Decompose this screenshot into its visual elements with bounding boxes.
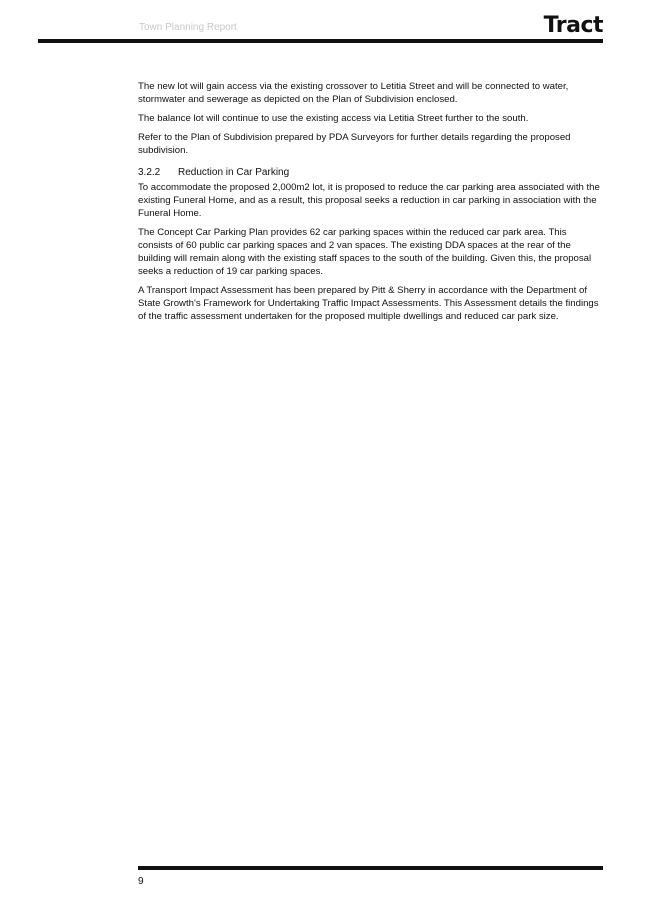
paragraph-plan-reference: Refer to the Plan of Subdivision prepared by PDA Surveyors for further details regarding the proposed subdivision. [138, 132, 571, 156]
paragraph-transport-assessment: A Transport Impact Assessment has been prepared by Pitt & Sherry in accordance with the Department of State Growth's Framework for Undertaking Traffic Impact Assessments. This Assessment details the findings of the traffic assessment undertaken for the proposed multiple dwellings and reduced car park size. [138, 285, 599, 322]
paragraph-lot-accommodation: To accommodate the proposed 2,000m2 lot, it is proposed to reduce the car parking area associated with the existing Funeral Home, and as a result, this proposal seeks a reduction in car parking in association with the Funeral Home. [138, 182, 600, 219]
paragraph-concept-parking-plan: The Concept Car Parking Plan provides 62 car parking spaces within the reduced car park area. This consists of 60 public car parking spaces and 2 van spaces. The existing DDA spaces at the rear of the building will remain along with the existing staff spaces to the south of the building. Given this, the proposal seeks a reduction of 19 car parking spaces. [138, 227, 592, 277]
header-divider [38, 39, 603, 43]
brand-logo: Tract [543, 13, 603, 38]
section-heading [138, 166, 603, 179]
section-title: Reduction in Car Parking [178, 167, 290, 178]
footer-divider [138, 866, 603, 870]
report-type-label: Town Planning Report [139, 22, 237, 33]
section-number: 3.2.2 [138, 167, 161, 178]
page-number: 9 [138, 876, 144, 887]
paragraph-balance-lot: The balance lot will continue to use the existing access via Letitia Street further to the south. [138, 113, 529, 124]
paragraph-new-lot-access: The new lot will gain access via the existing crossover to Letitia Street and will be connected to water, stormwater and sewerage as depicted on the Plan of Subdivision enclosed. [138, 81, 569, 105]
document-body [138, 80, 603, 329]
